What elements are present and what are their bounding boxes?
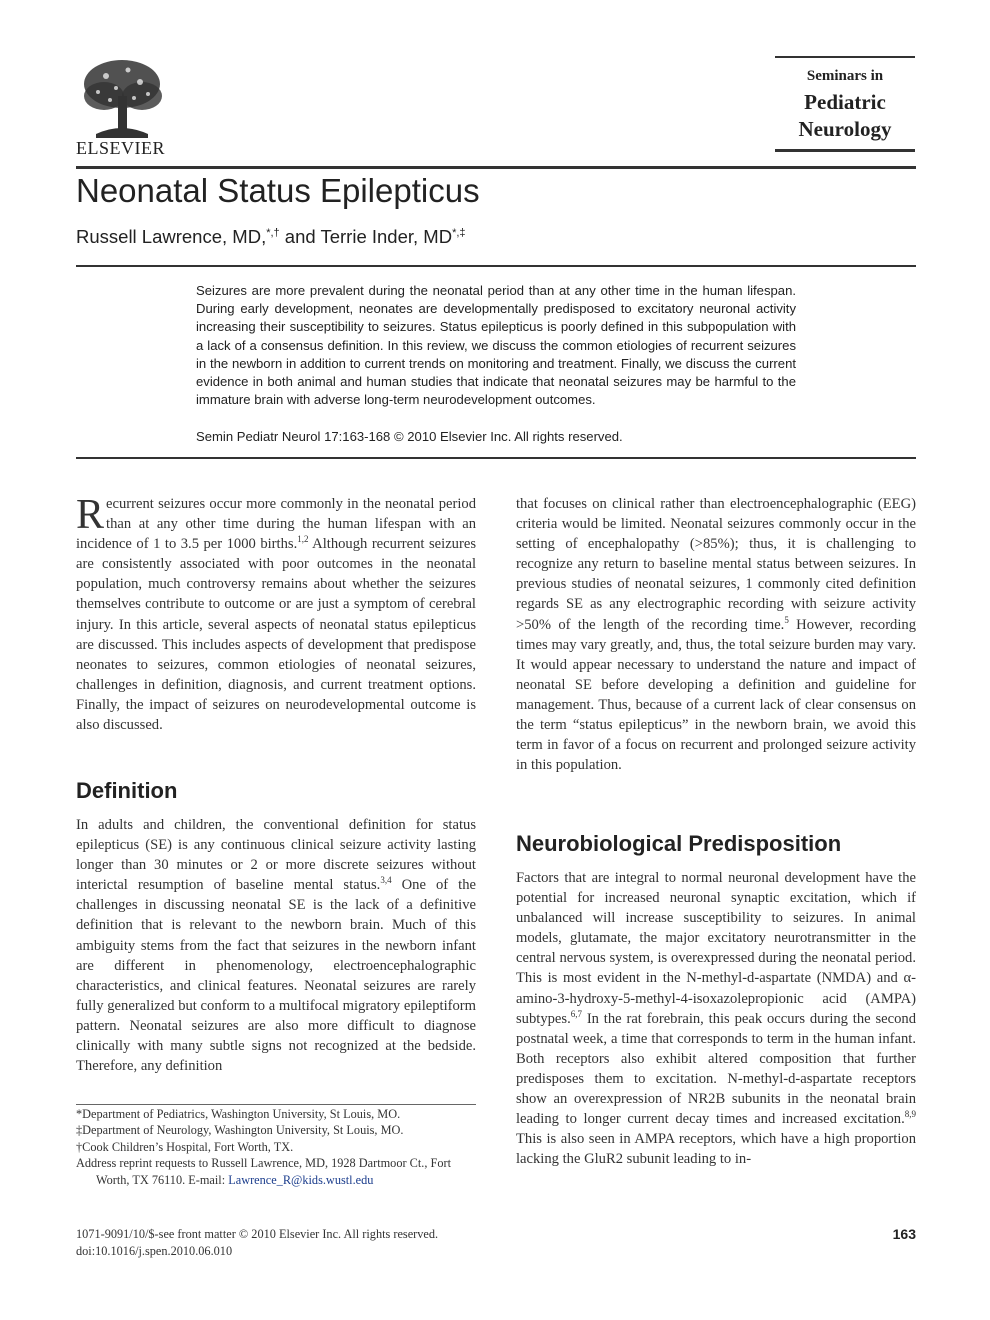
footnote-affiliation-2: ‡Department of Neurology, Washington University, St Louis, MO.	[76, 1123, 404, 1138]
journal-box-top-rule	[775, 56, 915, 58]
section-heading-neurobiological: Neurobiological Predisposition	[516, 831, 842, 856]
journal-box-bottom-rule	[775, 149, 915, 152]
abstract-text: Seizures are more prevalent during the neonatal period than at any other time in the human lifespan. During early development, neonates are developmentally predisposed to excitatory neuronal activity increasing their susceptibility to seizures. Status epilepticus is poorly defined in this subpopulation with a lack of a consensus definition. In this review, we discuss the common etiologies of recurrent seizures in the newborn in addition to current trends on monitoring and treatment. Finally, we discuss the current evidence in both animal and human studies that indicate that neonatal seizures may be harmful to the immature brain with adverse long-term neurodevelopment outcomes.	[196, 283, 796, 408]
footnotes	[76, 1106, 476, 1188]
publisher-name: ELSEVIER	[76, 138, 165, 158]
definition-cont-text-2: However, recording times may vary greatly, and, thus, the total seizure burden may vary. It would appear necessary to understand the nature and impact of neonatal SE before developing a definition and guideline for management. Thus, because of a current lack of clear consensus on the term “status epilepticus” in the newborn brain, we avoid this term in favor of a focus on recurrent and prolonged seizure activity in this population.	[516, 616, 916, 774]
drop-cap: R	[76, 492, 105, 538]
journal-title-line1: Pediatric	[804, 90, 886, 114]
author-1: Russell Lawrence, MD,	[76, 226, 267, 247]
definition-text-2: One of the challenges in discussing neonatal SE is the lack of a definitive definition that is relevant to the newborn brain. Much of this ambiguity stems from the fact that seizures in the newborn infant are different in phenomenology, electroencephalographic characteristics, and clinical features. Neonatal seizures are rarely fully generalized but conform to a multifocal migratory epileptiform pattern. Neonatal seizures are also more difficult to diagnose clinically with many subtle signs not recognized at the bedside. Therefore, any definition	[76, 877, 477, 1075]
neuro-text-3: This is also seen in AMPA receptors, which have a high proportion lacking the GluR2 subunit leading to in-	[516, 1131, 916, 1168]
abstract-bottom-rule	[76, 457, 916, 459]
journal-title	[775, 89, 915, 143]
footnote-reprint	[76, 1155, 476, 1188]
definition-cont-text-1: that focuses on clinical rather than electroencephalographic (EEG) criteria would be limited. Neonatal seizures commonly occur in the setting of encephalopathy (>85%); thus, it is challenging to recognize any return to baseline mental status between seizures. In previous studies of neonatal seizures, 1 commonly cited definition regards SE as any electrographic recording with seizure activity >50% of the length of the recording time.	[516, 496, 916, 633]
issn-line: 1071-9091/10/$-see front matter © 2010 Elsevier Inc. All rights reserved.	[76, 1227, 439, 1241]
neurobiological-paragraph	[516, 868, 916, 1169]
footnote-affiliation-1: *Department of Pediatrics, Washington University, St Louis, MO.	[76, 1107, 401, 1121]
footnote-reprint-text: Address reprint requests to Russell Lawrence, MD, 1928 Dartmoor Ct., Fort Worth, TX 76110. E-mail:	[76, 1156, 451, 1187]
intro-text-1: ecurrent seizures occur more commonly in the neonatal period than at any other time during the human lifespan with an incidence of 1 to 3.5 per 1000 births.	[76, 496, 476, 553]
ref-link[interactable]: 1,2	[297, 534, 309, 545]
definition-text-1: In adults and children, the conventional definition for status epilepticus (SE) is any continuous clinical seizure activity lasting longer than 30 minutes or 2 or more discrete seizures without interictal resumption of baseline mental status.	[76, 817, 476, 894]
author-2-affil: *,‡	[452, 226, 466, 239]
neuro-text-1: Factors that are integral to normal neuronal development have the potential for increased neuronal synaptic excitation, which if unbalanced will increase susceptibility to seizures. In animal models, glutamate, the major excitatory neurotransmitter in the central nervous system, is overexpressed during the neonatal period. This is most evident in the N-methyl-d-aspartate (NMDA) and α-amino-3-hydroxy-5-methyl-4-isoxazolepropionic acid (AMPA) subtypes.	[516, 870, 916, 1027]
section-heading-definition: Definition	[76, 778, 178, 803]
doi-link[interactable]: doi:10.1016/j.spen.2010.06.010	[76, 1244, 233, 1258]
journal-title-line2: Neurology	[798, 117, 892, 141]
author-1-affil: *,†	[266, 226, 280, 239]
ref-link[interactable]: 6,7	[570, 1008, 582, 1019]
definition-continued-paragraph	[516, 494, 916, 775]
article-title: Neonatal Status Epilepticus	[76, 172, 480, 209]
ref-link[interactable]: 8,9	[904, 1109, 916, 1120]
footnote-affiliation-3: †Cook Children’s Hospital, Fort Worth, TX.	[76, 1139, 294, 1154]
intro-paragraph	[76, 494, 476, 735]
journal-series-label: Seminars in	[806, 68, 884, 84]
header-divider	[76, 166, 916, 169]
footnote-rule	[76, 1104, 476, 1105]
abstract-top-rule	[76, 265, 916, 267]
ref-link[interactable]: 5	[784, 614, 789, 625]
author-line	[76, 226, 466, 248]
definition-paragraph	[76, 815, 476, 1076]
page-number: 163	[892, 1226, 916, 1242]
email-link[interactable]: Lawrence_R@kids.wustl.edu	[228, 1172, 374, 1187]
intro-text-2: Although recurrent seizures are consistently associated with poor outcomes in the neonatal population, much controversy remains about whether the seizures themselves contribute to outcome or are just a symptom of cerebral injury. In this article, several aspects of neonatal status epilepticus are discussed. This includes aspects of development that predispose neonates to seizures, common etiologies of neonatal seizures, challenges in definition, diagnosis, and current treatment options. Finally, the impact of seizures on neurodevelopmental outcome is also discussed.	[76, 536, 476, 734]
author-2: and Terrie Inder, MD	[279, 226, 453, 247]
ref-link[interactable]: 3,4	[380, 875, 392, 886]
neuro-text-2: In the rat forebrain, this peak occurs during the second postnatal week, a time that corresponds to term in the human infant. Both receptors also exhibit altered composition that further predisposes them to excitation. N-methyl-d-aspartate receptors show an overexpression of NR2B subunits in the neonatal brain leading to longer current decay times and increased excitation.	[516, 1010, 916, 1128]
citation-line: Semin Pediatr Neurol 17:163-168 © 2010 Elsevier Inc. All rights reserved.	[196, 429, 623, 444]
